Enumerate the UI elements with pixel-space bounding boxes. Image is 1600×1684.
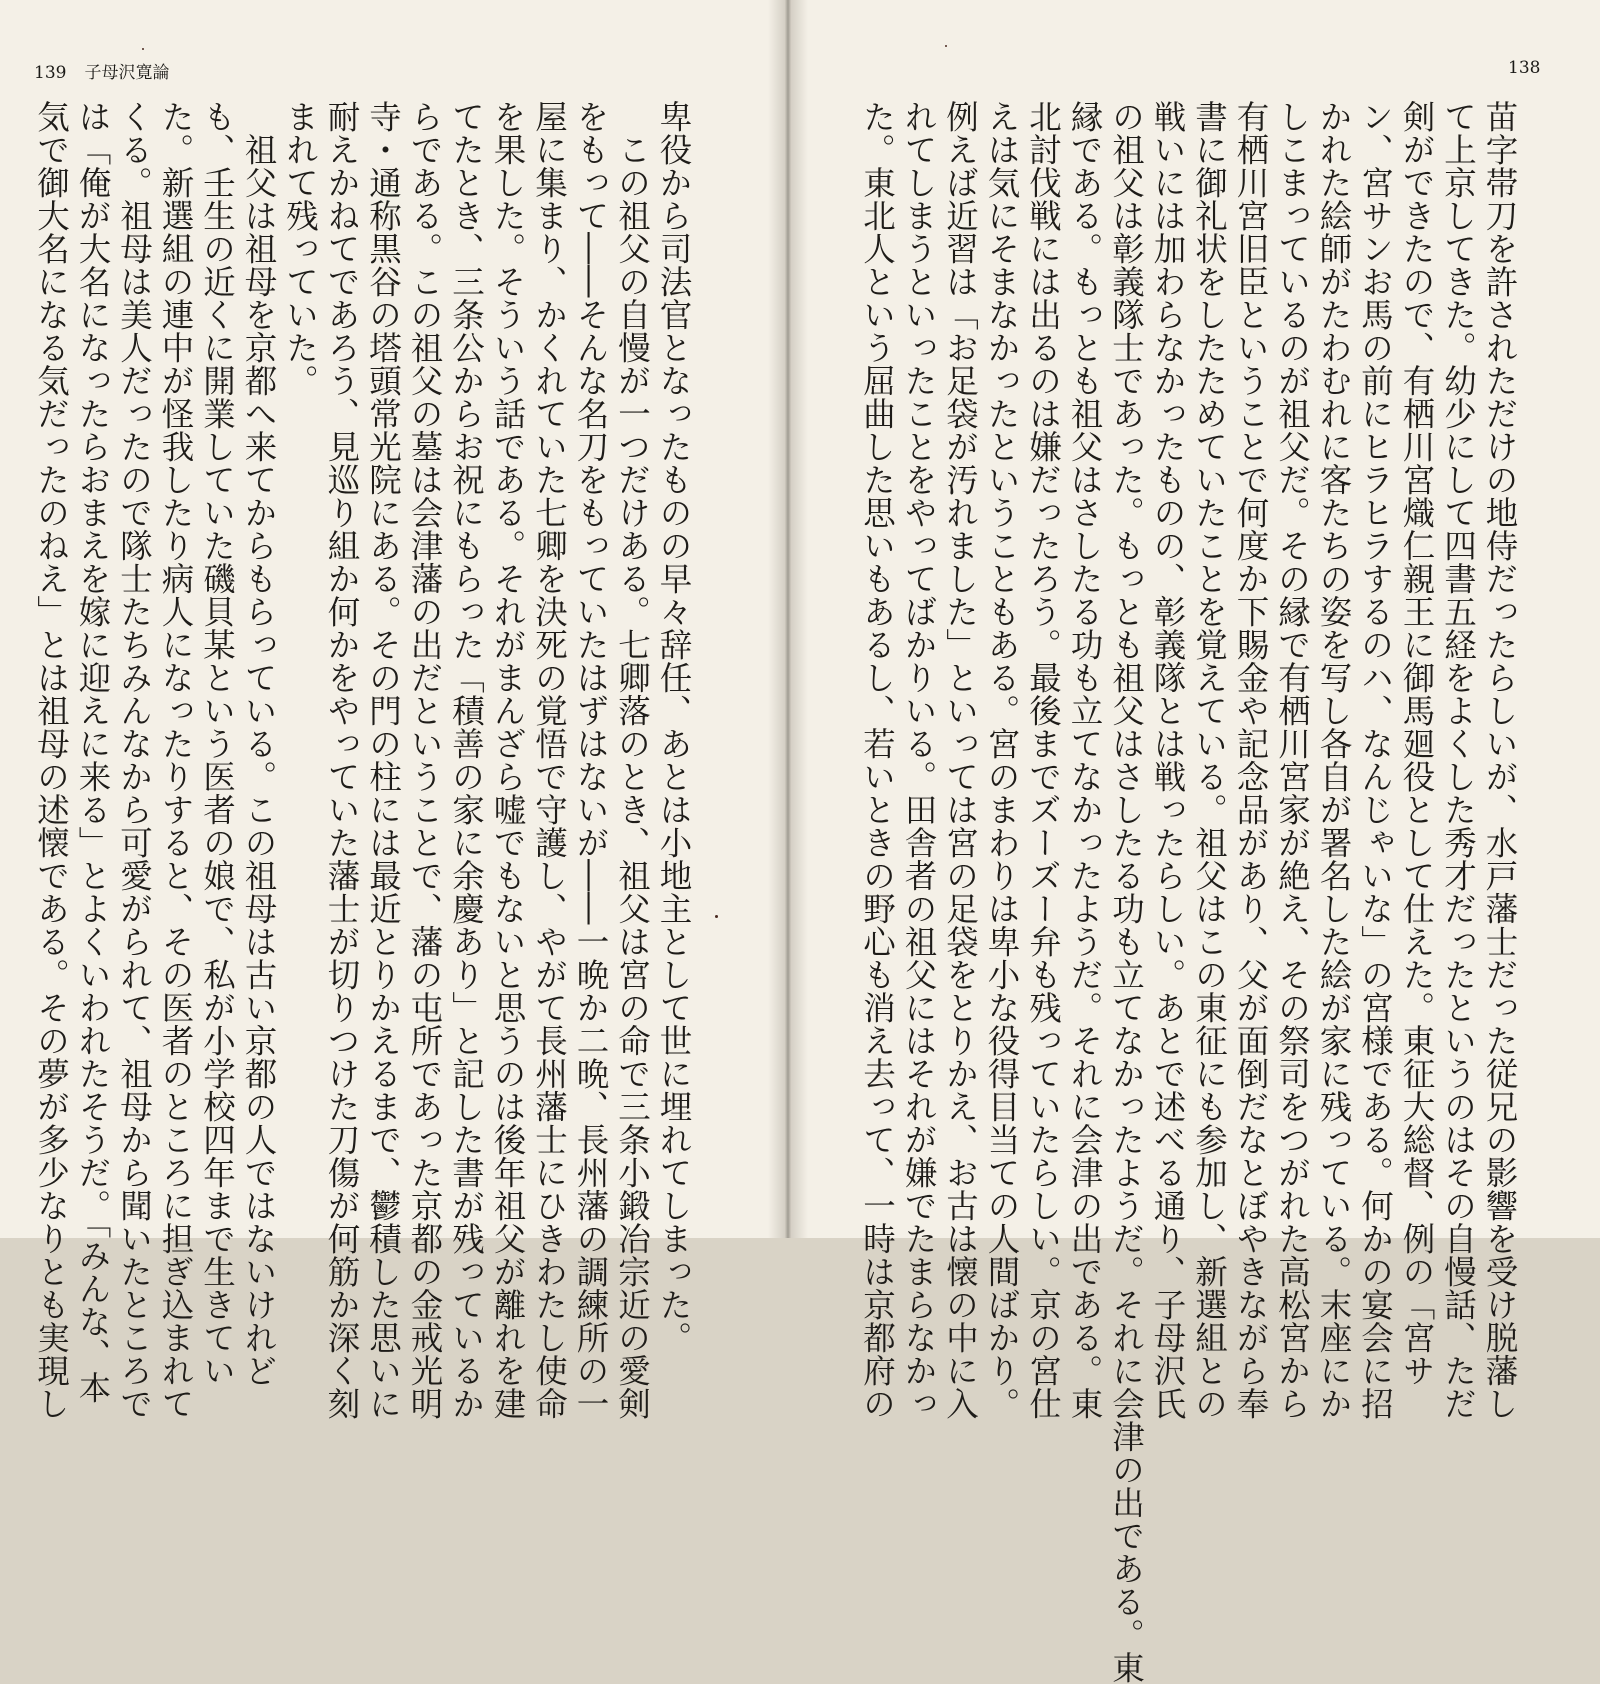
text-column: てたとき、三条公からお祝にもらった「積善の家に余慶あり」と記した書が残っているか	[447, 100, 486, 1420]
text-column: は「俺が大名になったらおまえを嫁に迎えに来る」とよくいわれたそうだ。「みんな、本	[74, 100, 112, 1404]
text-column: た。東北人という屈曲した思いもあるし、若いときの野心も消え去って、一時は京都府の	[858, 100, 897, 1420]
text-column: れてしまうといったことをやってばかりいる。田舎者の祖父にはそれが嫌でたまらなかっ	[900, 100, 938, 1420]
text-column: 屋に集まり、かくれていた七卿を決死の覚悟で守護し、やがて長州藩士にひきわたし使命	[530, 100, 569, 1420]
text-column: 気で御大名になる気だったのねえ」とは祖母の述懐である。その夢が多少なりとも実現し	[32, 100, 71, 1420]
text-column: 書に御礼状をしたためていたことを覚えている。祖父はこの東征にも参加し、新選組との	[1190, 100, 1229, 1420]
text-column: まれて残っていた。	[281, 100, 320, 397]
text-column: 卑役から司法官となったものの早々辞任、あとは小地主として世に埋れてしまった。	[655, 100, 693, 1354]
text-column: の祖父は彰義隊士であった。もっとも祖父はさしたる功も立てなかったようだ。それに会津の出である。東	[1107, 100, 1146, 1684]
text-column: 寺・通称黒谷の塔頭常光院にある。その門の柱には最近とりかえるまで、鬱積した思いに	[364, 100, 403, 1420]
running-title: 子母沢寛論	[84, 63, 170, 83]
text-column: 苗字帯刀を許されただけの地侍だったらしいが、水戸藩士だった従兄の影響を受け脱藩し	[1481, 100, 1519, 1420]
left-page-header	[34, 58, 169, 83]
text-column: 北討伐戦には出るのは嫌だったろう。最後までズーズー弁も残っていたらしい。京の宮仕	[1024, 100, 1063, 1420]
text-column: しこまっているのが祖父だ。その縁で有栖川宮家が絶え、その祭司をつがれた高松宮から	[1273, 100, 1312, 1420]
book-gutter	[768, 0, 808, 1238]
text-column: えは気にそまなかったということもある。宮のまわりは卑小な役得目当ての人間ばかり。	[983, 100, 1021, 1420]
text-column: 戦いには加わらなかったものの、彰義隊とは戦ったらしい。あとで述べる通り、子母沢氏	[1149, 100, 1187, 1420]
text-column: かれた絵師がたわむれに客たちの姿を写し各自が署名した絵が家に残っている。末座にか	[1315, 100, 1353, 1420]
paper-speck	[945, 45, 947, 47]
text-column: 縁である。もっとも祖父はさしたる功も立てなかったようだ。それに会津の出である。東	[1066, 100, 1104, 1420]
right-page-number: 138	[1508, 58, 1541, 78]
text-column: 有栖川宮旧臣ということで何度か下賜金や記念品があり、父が面倒だなとぼやきながら奉	[1232, 100, 1270, 1420]
text-column: た。新選組の連中が怪我したり病人になったりすると、その医者のところに担ぎ込まれて	[157, 100, 195, 1420]
text-column: この祖父の自慢が一つだけある。七卿落のとき、祖父は宮の命で三条小鍛冶宗近の愛剣	[613, 100, 652, 1420]
left-page-body	[30, 100, 694, 1420]
text-column: も、壬生の近くに開業していた磯貝某という医者の娘で、私が小学校四年まで生きてい	[198, 100, 237, 1387]
left-page-number: 139	[34, 63, 67, 83]
text-column: らである。この祖父の墓は会津藩の出だということで、藩の屯所であった京都の金戒光明	[406, 100, 444, 1420]
left-page	[0, 0, 785, 1420]
text-column: 祖父は祖母を京都へ来てからもらっている。この祖母は古い京都の人ではないけれど	[240, 100, 278, 1387]
paper-speck	[715, 915, 718, 918]
text-column: て上京してきた。幼少にして四書五経をよくした秀才だったというのはその自慢話、ただ	[1439, 100, 1478, 1420]
text-column: 剣ができたので、有栖川宮熾仁親王に御馬廻役として仕えた。東征大総督、例の「宮サ	[1398, 100, 1436, 1387]
text-column: ン、宮サンお馬の前にヒラヒラするのハ、なんじゃいな」の宮様である。何かの宴会に招	[1356, 100, 1395, 1420]
text-column: 例えば近習は「お足袋が汚れました」といっては宮の足袋をとりかえ、お古は懐の中に入	[941, 100, 980, 1420]
text-column: を果した。そういう話である。それがまんざら嘘でもないと思うのは後年祖父が離れを建	[489, 100, 527, 1420]
text-column: をもって――そんな名刀をもっていたはずはないが――一晩か二晩、長州藩の調練所の一	[572, 100, 610, 1420]
text-column: 耐えかねてであろう、見巡り組か何かをやっていた藩士が切りつけた刀傷が何筋か深く刻	[323, 100, 361, 1420]
right-page-body	[856, 100, 1520, 1684]
text-column: くる。祖母は美人だったので隊士たちみんなから可愛がられて、祖母から聞いたところで	[115, 100, 154, 1420]
paper-speck	[142, 48, 144, 50]
